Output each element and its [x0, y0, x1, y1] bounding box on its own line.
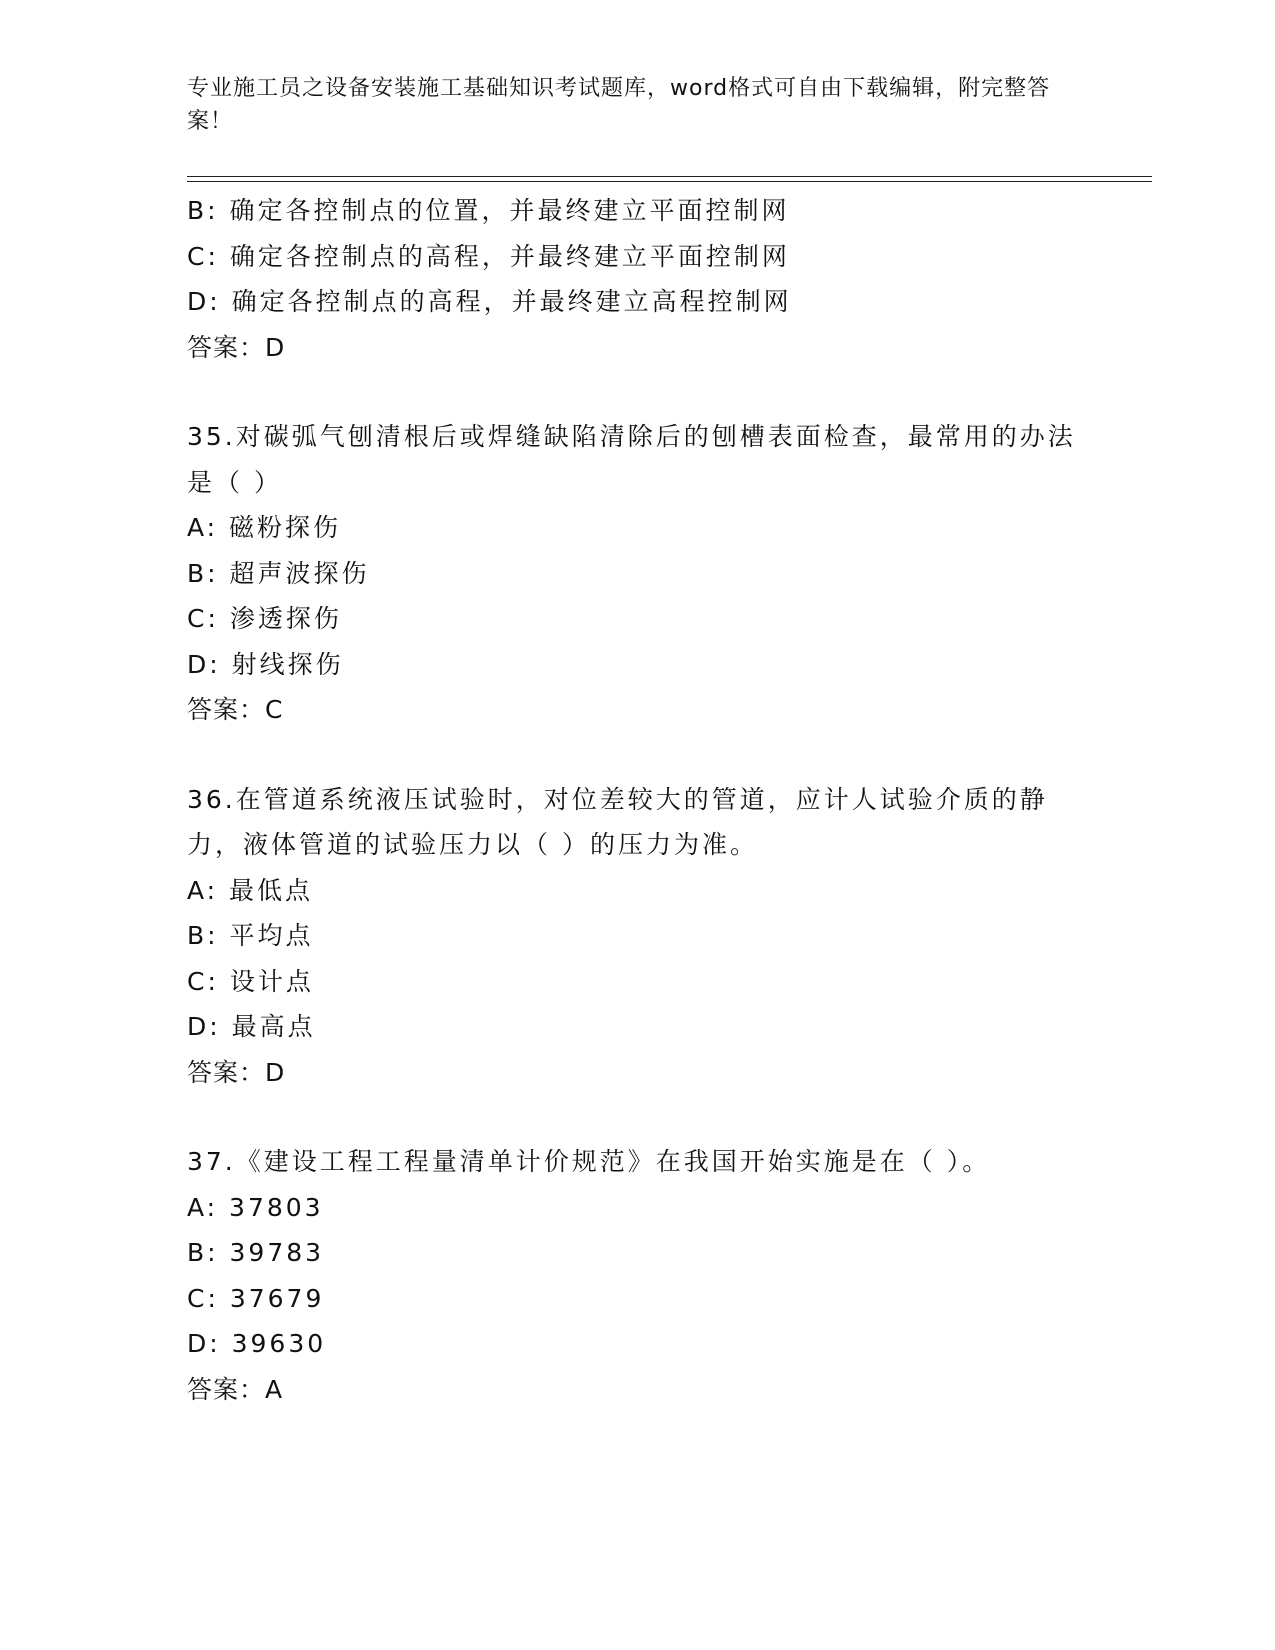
option-a: A: 磁粉探伤: [187, 513, 342, 542]
answer: 答案：A: [187, 1374, 284, 1404]
carryover-block: [187, 188, 1087, 370]
option-c: C: 确定各控制点的高程，并最终建立平面控制网: [187, 241, 790, 271]
spacer: [187, 733, 1087, 777]
option-d: D: 射线探伤: [187, 649, 344, 679]
question-content: [187, 188, 1087, 1412]
option-c: C: 37679: [187, 1283, 325, 1313]
question-stem: 35.对碳弧气刨清根后或焊缝缺陷清除后的刨槽表面检查，最常用的办法是（ ）: [187, 422, 1076, 497]
option-d: D: 最高点: [187, 1012, 316, 1041]
spacer: [187, 1095, 1087, 1139]
option-b: B: 平均点: [187, 921, 314, 950]
option-b: B: 39783: [187, 1238, 325, 1267]
question-36: [187, 777, 1087, 1096]
header-rule-top: [187, 176, 1152, 177]
option-d: D: 确定各控制点的高程，并最终建立高程控制网: [187, 287, 792, 316]
document-header: 专业施工员之设备安装施工基础知识考试题库，word格式可自由下载编辑，附完整答案！: [187, 76, 1051, 134]
answer: 答案：D: [187, 332, 286, 362]
header-rule-bottom: [187, 181, 1152, 182]
option-b: B: 确定各控制点的位置，并最终建立平面控制网: [187, 196, 790, 225]
option-c: C: 渗透探伤: [187, 604, 342, 633]
question-37: [187, 1139, 1087, 1412]
question-stem: 37.《建设工程工程量清单计价规范》在我国开始实施是在（ ）。: [187, 1147, 991, 1176]
answer: 答案：D: [187, 1057, 286, 1087]
question-stem: 36.在管道系统液压试验时，对位差较大的管道，应计人试验介质的静力，液体管道的试验压力以（ ）的压力为准。: [187, 784, 1048, 859]
question-35: [187, 414, 1087, 733]
option-a: A: 37803: [187, 1192, 324, 1222]
option-d: D: 39630: [187, 1329, 327, 1358]
spacer: [187, 370, 1087, 414]
option-b: B: 超声波探伤: [187, 558, 370, 588]
option-a: A: 最低点: [187, 875, 314, 905]
option-c: C: 设计点: [187, 966, 314, 996]
answer: 答案：C: [187, 695, 284, 724]
